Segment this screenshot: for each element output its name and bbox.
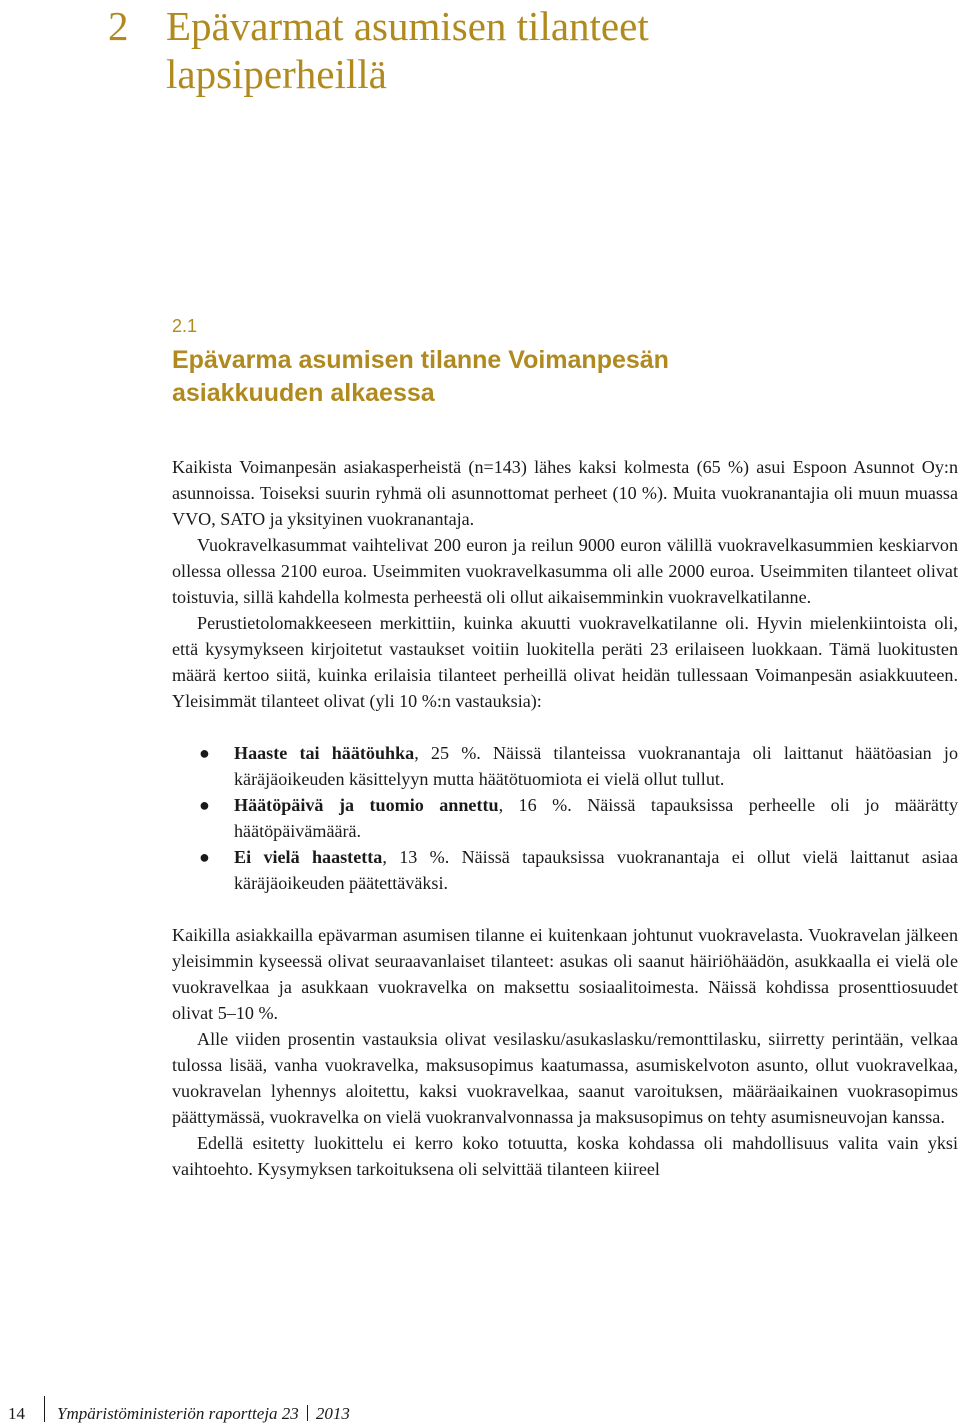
bullet-text: Näissä tilanteissa vuokranantaja oli laittanut häätöasian jo käräjäoikeuden käsittelyyn mutta häätötuomiota ei vielä ollut tullut. — [234, 743, 958, 789]
chapter-title-line2: lapsiperheillä — [166, 51, 387, 97]
bullet-text: Näissä tapauksissa vuokranantaja ei ollut vielä laittanut asiaa käräjäoikeuden päätettäväksi. — [234, 847, 958, 893]
paragraph: Perustietolomakkeeseen merkittiin, kuinka akuutti vuokravelkatilanne oli. Hyvin mielenkiintoista oli, että kysymykseen kirjoitetut vastaukset voitiin luokitella peräti 23 erilaiseen luokkaan. Tämä luokitusten määrä kertoo siitä, kuinka erilaisia tilanteet perheillä olivat heidän tullessaan Voimanpesän asiakkuuteen. Yleisimmät tilanteet olivat (yli 10 %:n vastauksia): — [172, 613, 958, 711]
paragraph: Kaikista Voimanpesän asiakasperheistä (n=143) lähes kaksi kolmesta (65 %) asui Espoon Asunnot Oy:n asunnoissa. Toiseksi suurin ryhmä oli asunnottomat perheet (10 %). Muita vuokranantajia oli muun muassa VVO, SATO ja yksityinen vuokranantaja. — [172, 457, 958, 529]
publication-info — [57, 1404, 350, 1424]
publication-year: 2013 — [315, 1404, 350, 1423]
paragraph: Alle viiden prosentin vastauksia olivat vesilasku/asukaslasku/remonttilasku, siirretty perintään, velkaa tulossa lisää, vanha vuokravelka, maksusopimus kaatumassa, asumiskelvoton asunto, ollut vuokravelkaa, vuokravelan lyhennys aloitettu, kaksi vuokravelkaa, saanut varoituksen, määräaikainen vuokrasopimus päättymässä, vuokravelka on vielä vuokranvalvonnassa ja maksusopimus on tehty asumisneuvojan kanssa. — [172, 1029, 958, 1127]
bullet-percent: , 25 %. — [414, 743, 481, 763]
section-title-line1: Epävarma asumisen tilanne Voimanpesän — [172, 346, 669, 374]
paragraph: Kaikilla asiakkailla epävarman asumisen tilanne ei kuitenkaan johtunut vuokravelasta. Vuokravelan jälkeen yleisimmin kyseessä olivat seuraavanlaiset tilanteet: asukas oli saanut häiriöhäädön, asukkaalla ei vielä ole vuokravelkaa ja asukkaan vuokravelka on maksettu sosiaalitoimesta. Näissä kohdissa prosenttiosuudet olivat 5–10 %. — [172, 925, 958, 1023]
bullet-percent: , 16 %. — [498, 795, 572, 815]
bullet-list — [172, 740, 958, 896]
chapter-title — [108, 2, 649, 98]
section-title — [172, 344, 792, 410]
bullet-percent: , 13 %. — [382, 847, 450, 867]
bullet-term: Häätöpäivä ja tuomio annettu — [234, 795, 499, 815]
paragraph: Edellä esitetty luokittelu ei kerro koko totuutta, koska kohdassa oli mahdollisuus valita vain yksi vaihtoehto. Kysymyksen tarkoituksena oli selvittää tilanteen kiireel — [172, 1133, 958, 1179]
body-text — [172, 454, 958, 1182]
paragraph: Vuokravelkasummat vaihtelivat 200 euron ja reilun 9000 euron välillä vuokravelkasummien keskiarvon ollessa ollessa 2100 euroa. Useimmiten vuokravelkasumma oli alle 2000 euroa. Useimmiten tilanteet olivat toistuvia, sillä kahdella kolmesta perheestä oli ollut aikaisemminkin vuokravelkatilanne. — [172, 535, 958, 607]
chapter-title-line1: Epävarmat asumisen tilanteet — [166, 3, 649, 49]
section-title-line2: asiakkuuden alkaessa — [172, 379, 435, 407]
page-number: 14 — [8, 1404, 25, 1423]
bullet-icon: ● — [199, 743, 210, 763]
page-footer — [0, 1396, 960, 1424]
bullet-icon: ● — [199, 795, 210, 815]
bullet-term: Ei vielä haastetta — [234, 847, 383, 867]
chapter-number: 2 — [108, 3, 129, 49]
bullet-icon: ● — [199, 847, 210, 867]
bullet-term: Haaste tai häätöuhka — [234, 743, 415, 763]
list-item — [172, 740, 958, 792]
publication-title: Ympäristöministeriön raportteja 23 — [57, 1404, 299, 1423]
section-number: 2.1 — [172, 316, 198, 336]
footer-divider — [44, 1396, 45, 1422]
list-item — [172, 792, 958, 844]
bullet-text: Näissä tapauksissa perheelle oli jo määrätty häätöpäivämäärä. — [234, 795, 958, 841]
footer-separator — [307, 1405, 308, 1421]
list-item — [172, 844, 958, 896]
